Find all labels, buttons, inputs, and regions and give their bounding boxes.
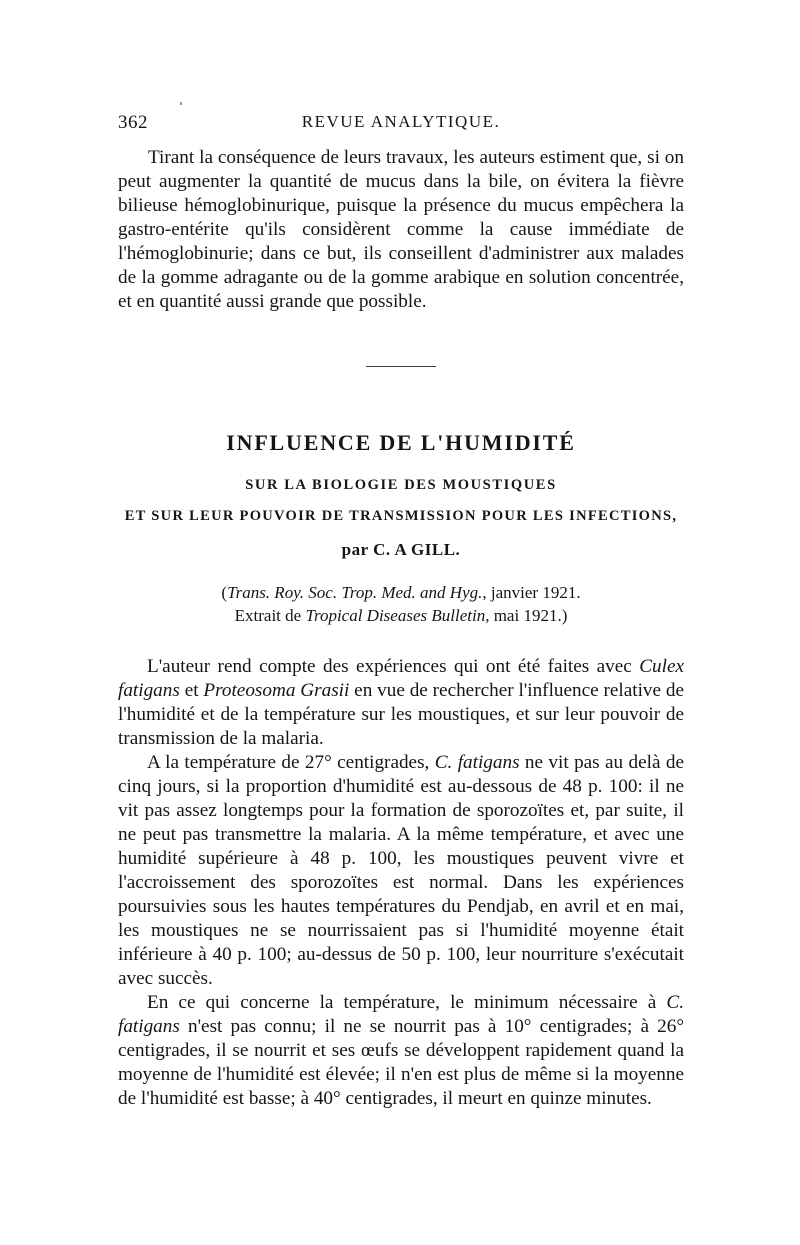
body-paragraph-3 [118,991,684,1111]
article-title: INFLUENCE DE L'HUMIDITÉ [226,430,576,455]
stray-print-mark [180,102,182,105]
article-byline: par C. A GILL. [341,540,461,559]
citation-date-1: , janvier 1921. [482,583,581,602]
paragraph-3-text-a: En ce qui concerne la température, le minimum nécessaire à [147,992,667,1013]
body-paragraph-2 [118,751,684,991]
citation-source-2: Tropical Diseases Bulletin [305,606,486,625]
citation-date-2: , mai 1921.) [485,606,568,625]
paragraph-1-text-b: et [179,680,204,701]
paragraph-2-species: C. fatigans [434,752,520,773]
citation-open-paren: ( [221,583,228,602]
citation-extract-prefix: Extrait de [234,606,306,625]
paragraph-2-text-b: ne vit pas au delà de cinq jours, si la proportion d'humidité est au-dessous de 48 p. 100: il ne vit pas assez longtemps pour la formation de sporozoïtes et, par suite, il ne peut pas transmettre la malaria. A la même température, et avec une humidité supérieure à 48 p. 100, les moustiques peuvent vivre et l'accroissement des sporozoïtes est normal. Dans les expériences poursuivies sous les hautes températures du Pendjab, en avril et en mai, les moustiques ne se nourrissaient pas si l'humidité moyenne était inférieure à 40 p. 100; au-dessus de 50 p. 100, leur nourriture s'exécutait avec succès. [118,752,684,989]
paragraph-1-species-1: Culex fatigans [118,656,684,701]
running-head [118,112,684,138]
paragraph-1-text-a: L'auteur rend compte des expériences qui ont été faites avec [147,656,640,677]
paragraph-3-text-b: n'est pas connu; il ne se nourrit pas à 10° centigrades; à 26° centigrades, il se nourrit et ses œufs se développent rapidement quand la moyenne de l'humidité est élevée; il n'en est plus de même si la moyenne de l'humidité est basse; à 40° centigrades, il meurt en quinze minutes. [118,1016,684,1109]
page-number: 362 [118,112,148,133]
article-subtitle-line-2: ET SUR LEUR POUVOIR DE TRANSMISSION POUR LES INFECTIONS, [124,508,678,524]
citation-line-1 [118,583,684,603]
body-paragraph-1 [118,655,684,751]
section-divider [366,366,436,367]
article-subtitle-line-1: SUR LA BIOLOGIE DES MOUSTIQUES [245,477,557,493]
citation-source-1: Trans. Roy. Soc. Trop. Med. and Hyg. [227,583,483,602]
paragraph-1-text-c: en vue de rechercher l'influence relative de l'humidité et de la température sur les moustiques, et sur leur pouvoir de transmission de la malaria. [118,680,684,749]
paragraph-1-species-2: Proteosoma Grasii [203,680,350,701]
paragraph-3-species: C. fatigans [118,992,684,1037]
top-paragraph: Tirant la conséquence de leurs travaux, les auteurs estiment que, si on peut augmenter la quantité de mucus dans la bile, on évitera la fièvre bilieuse hémoglobinurique, puisque la présence du mucus empêchera la gastro-entérite qu'ils considèrent comme la cause immédiate de l'hémoglobinurie; dans ce but, ils conseillent d'administrer aux malades de la gomme adragante ou de la gomme arabique en solution concentrée, et en quantité aussi grande que possible. [118,147,684,312]
citation-line-2 [118,606,684,626]
paragraph-2-text-a: A la température de 27° centigrades, [147,752,435,773]
running-title: REVUE ANALYTIQUE. [301,112,501,131]
